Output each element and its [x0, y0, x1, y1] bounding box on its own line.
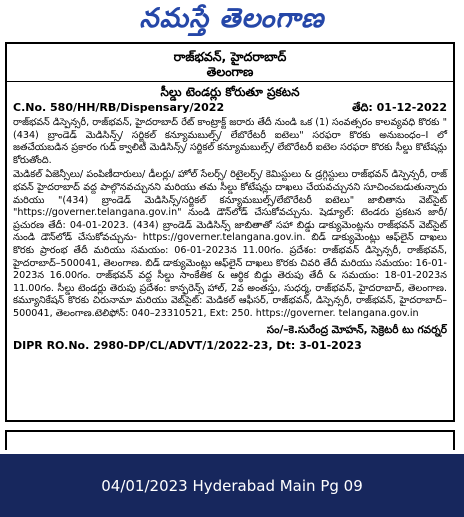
- tender-notice: [5, 42, 455, 422]
- edition-caption: 04/01/2023 Hyderabad Main Pg 09: [101, 476, 363, 495]
- signature-line: సం/–కె.సురేంద్ర మోహన్, సెక్రెటరీ టు గవర్నర్: [266, 323, 447, 336]
- masthead-title: నమస్తే తెలంగాణ: [139, 3, 325, 34]
- notice-header-telangana: తెలంగాణ: [206, 64, 254, 79]
- notice-paragraph-intro: రాజ్‌భవన్ డిస్పెన్సరీ, రాజ్‌భవన్, హైదరాబాద్ రేట్ కాంట్రాక్ట్ జరారు తేదీ నుండి ఒక (1) సంవత్సరం కాలవ్యవధి కొరకు "(434) బ్రాండెడ్ మెడిసిన్స్/ సర్జికల్ కన్యూమబుల్స్/ లేబొరేటరీ ఐటెలు" సరఫరా కొరకు అనుబంధం–I లో జతచేయబడిన ప్రకారం గుడ్ క్వాలిటీ మెడిసిన్స్/ సర్జికల్ కన్యూమబుల్స్/ లేబొరేటరీ ఐటెల సరఫరా కొరకు సీల్డు కొటేషన్లు కోరుతోంది.: [13, 117, 447, 166]
- next-ad-border: [5, 430, 455, 450]
- dipr-reference: DIPR RO.No. 2980-DP/CL/ADVT/1/2022-23, Dt: 3-01-2023: [13, 338, 362, 352]
- notice-title: సీల్డు టెండర్లు కోరుతూ ప్రకటన: [160, 85, 300, 99]
- notice-date: తేది: 01-12-2022: [352, 101, 447, 114]
- newspaper-masthead: [0, 0, 464, 42]
- reference-row: [13, 101, 447, 115]
- edition-caption-bar: [0, 454, 464, 517]
- reference-number: C.No. 580/HH/RB/Dispensary/2022: [13, 101, 225, 114]
- notice-header-raj-bhavan: రాజ్‌భవన్, హైదరాబాద్: [173, 49, 287, 64]
- notice-paragraph-schedule: మెడికల్ ఏజెన్సీలు/ పంపిణీదారులు/ డీలర్లు/ హోల్ సేలర్స్/ రిటైలర్స్/ కెమిస్టులు & డ్రగ్గిస్టులు రాజ్‌భవన్ డిస్పెన్సరీ, రాజ్ భవన్ హైదరాబాద్ వద్ద పాల్గొనవచ్చునని మరియు తమ సీల్డు కోటేషన్లు దాఖలు చేయవచ్చునని సూచించబడుతున్నారు మరియు "(434) బ్రాండెడ్ మెడిసిన్స్/సర్జికల్ కన్యూమబుల్స్/లేబొరేటరీ ఐటెలు" జాబితాను వెబ్‌సైట్ "https://governer.telangana.gov.in" నుండి డౌన్‌లోడ్ చేసుకోవచ్చును. షెడ్యూల్: టెండరు ప్రకటన జారీ/ ప్రచురణ తేదీ: 04-01-2023. (434) బ్రాండెడ్ మెడిసిన్స్ జాబితాతో సహా బిడ్డు డాక్యుమెంట్లను రాజ్‌భవన్ వెబ్‌సైట్ నుండి డౌన్‌లోడ్ చేసుకోవచ్చును- https://governer.telangana.gov.in. బిడ్ డాక్యుమెంట్లు ఆఫ్‌లైన్ దాఖలు కొరకు ప్రారంభ తేదీ మరియు సమయం: 06-01-2023న 11.00గం. ప్రదేశం: రాజ్‌భవన్ డిస్పెన్సరీ, రాజ్‌భవన్, హైదరాబాద్–500041, తెలంగాణ. బిడ్ డాక్యుమెంట్లు ఆఫ్‌లైన్ దాఖలు కొరకు చివరి తేదీ మరియు సమయం: 16-01-2023న 16.00గం. రాజ్‌భవన్ వద్ద సీల్డు సాంకేతిక & ఆర్థిక బిడ్డు తెరుపు తేదీ & సమయం: 18-01-2023న 11.00గం. సీల్డు టెండర్లు తెరుపు ప్రదేశం: కాన్ఫరెన్స్ హాల్, 2వ అంతస్తు, సుధర్మ, రాజ్‌భవన్, హైదరాబాద్, తెలంగాణ. కమ్యూనికేషన్ కొరకు చిరునామా మరియు వెబ్‌సైట్: మెడికల్ ఆఫీసర్, రాజ్‌భవన్, డిస్పెన్సరీ, రాజ్‌భవన్, హైదరాబాద్–500041, తెలంగాణ.టెలిఫోన్: 040–23310521, Ext: 250. https://governer. telangana.gov.in: [13, 169, 447, 319]
- header-divider: [7, 81, 453, 82]
